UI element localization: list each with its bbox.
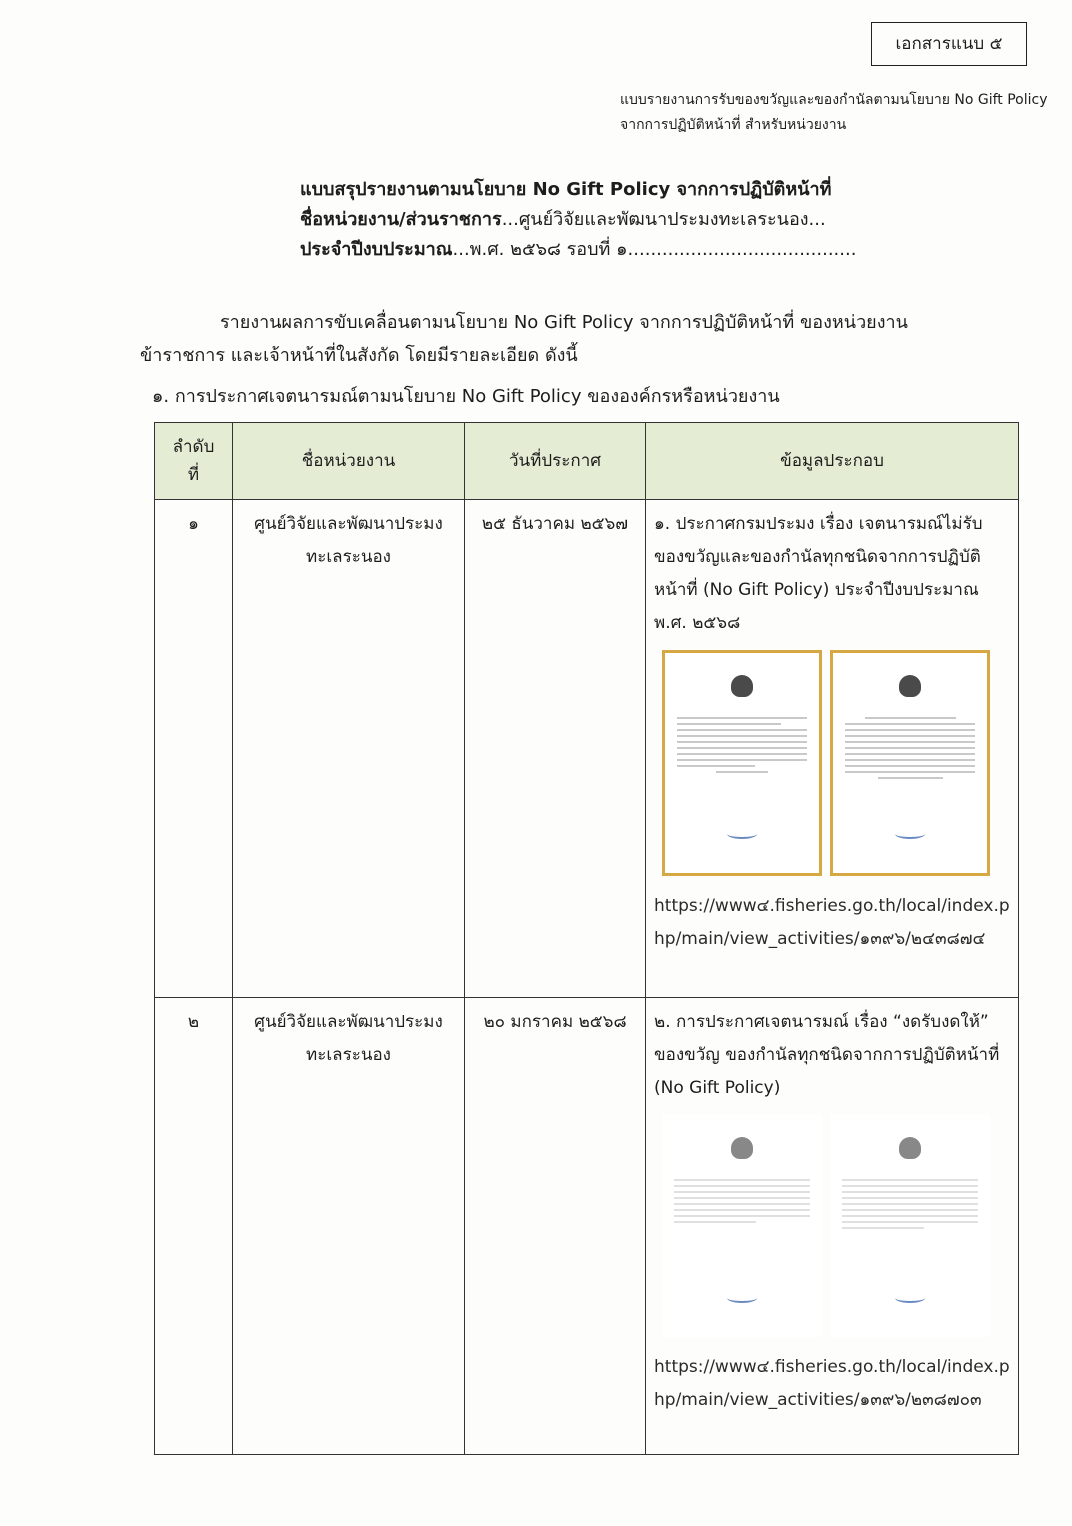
announcement-image-2 [830,1115,990,1337]
unit-label: ชื่อหน่วยงาน/ส่วนราชการ [300,209,502,230]
garuda-emblem-icon [899,1137,921,1159]
announcement-image-thai [662,650,822,876]
table-row [155,500,1019,998]
announcement-images [662,650,1010,876]
reference-link[interactable]: https://www๔.fisheries.go.th/local/index.php/main/view_activities/๑๓๙๖/๒๓๘๗๐๓ [654,1357,1010,1410]
signature-icon [727,829,757,839]
intro-line1: รายงานผลการขับเคลื่อนตามนโยบาย No Gift Policy จากการปฏิบัติหน้าที่ ของหน่วยงาน [220,312,908,333]
reference-link[interactable]: https://www๔.fisheries.go.th/local/index.php/main/view_activities/๑๓๙๖/๒๔๓๘๗๔ [654,896,1010,949]
form-reference-line2: จากการปฏิบัติหน้าที่ สำหรับหน่วยงาน [620,117,847,133]
signature-icon [895,1293,925,1303]
title-line1: แบบสรุปรายงานตามนโยบาย No Gift Policy จากการปฏิบัติหน้าที่ [300,179,832,200]
header-order: ลำดับที่ [155,423,233,500]
info-text: ๑. ประกาศกรมประมง เรื่อง เจตนารมณ์ไม่รับของขวัญและของกำนัลทุกชนิดจากการปฏิบัติหน้าที่ (No Gift Policy) ประจำปีงบประมาณ พ.ศ. ๒๕๖๘ [654,514,983,633]
announcement-images [662,1115,1010,1337]
signature-icon [727,1293,757,1303]
row-announce-date: ๒๐ มกราคม ๒๕๖๘ [465,998,646,1455]
attachment-label: เอกสารแนบ ๕ [871,22,1027,66]
table-row [155,998,1019,1455]
section-heading: ๑. การประกาศเจตนารมณ์ตามนโยบาย No Gift Policy ขององค์กรหรือหน่วยงาน [152,386,780,407]
header-supporting-info: ข้อมูลประกอบ [646,423,1019,500]
announcement-image-english [830,650,990,876]
form-reference [620,88,1048,138]
header-announce-date: วันที่ประกาศ [465,423,646,500]
signature-icon [895,829,925,839]
form-reference-line1: แบบรายงานการรับของขวัญและของกำนัลตามนโยบาย No Gift Policy [620,92,1048,108]
garuda-emblem-icon [731,1137,753,1159]
announcement-image-1 [662,1115,822,1337]
unit-value: ...ศูนย์วิจัยและพัฒนาประมงทะเลระนอง... [501,209,826,230]
row-announce-date: ๒๕ ธันวาคม ๒๕๖๗ [465,500,646,998]
fiscal-year-value: ...พ.ศ. ๒๕๖๘ รอบที่ ๑........................................ [452,239,857,260]
title-line2 [300,205,856,235]
table-header-row [155,423,1019,500]
intro-paragraph [140,306,1010,372]
garuda-emblem-icon [731,675,753,697]
garuda-emblem-icon [899,675,921,697]
header-unit-name: ชื่อหน่วยงาน [233,423,465,500]
row-order: ๒ [155,998,233,1455]
row-unit-name: ศูนย์วิจัยและพัฒนาประมงทะเลระนอง [233,998,465,1455]
announcement-table [154,422,1019,1455]
info-text: ๒. การประกาศเจตนารมณ์ เรื่อง “งดรับงดให้” ของขวัญ ของกำนัลทุกชนิดจากการปฏิบัติหน้าที่ (No Gift Policy) [654,1012,1000,1098]
document-title [300,175,856,265]
intro-line2: ข้าราชการ และเจ้าหน้าที่ในสังกัด โดยมีรายละเอียด ดังนี้ [140,345,578,366]
row-unit-name: ศูนย์วิจัยและพัฒนาประมงทะเลระนอง [233,500,465,998]
row-supporting-info [646,998,1019,1455]
title-line3 [300,235,856,265]
row-order: ๑ [155,500,233,998]
fiscal-year-label: ประจำปีงบประมาณ [300,239,453,260]
row-supporting-info [646,500,1019,998]
